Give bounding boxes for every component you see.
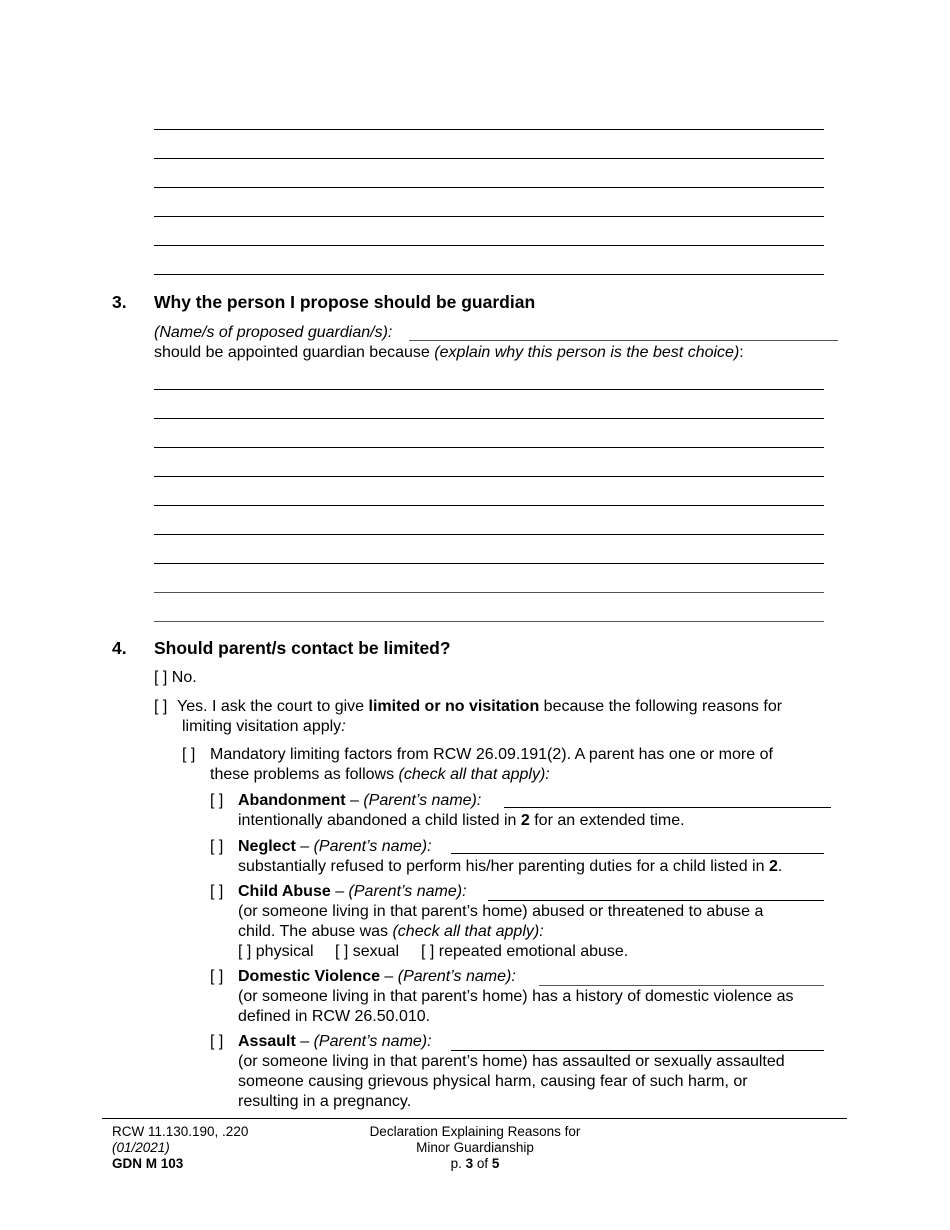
parent-name-prompt: (Parent’s name): [397,968,516,985]
footer-title-line2: Minor Guardianship [416,1140,534,1155]
yes-option-checkbox[interactable]: [ ] [154,698,168,715]
desc-bold: 2 [520,812,530,829]
assault-label: Assault [238,1033,296,1050]
abandonment-checkbox[interactable]: [ ] [210,792,224,809]
child-abuse-parent-name-field[interactable] [488,900,824,901]
neglect-parent-name-field[interactable] [451,853,824,854]
domestic-violence-checkbox[interactable]: [ ] [210,968,224,985]
page-of: of [473,1156,492,1171]
revision-date: (01/2021) [112,1140,170,1155]
footer-divider [102,1118,847,1119]
section-3-number: 3. [112,292,127,312]
assault-description-line2: someone causing grievous physical harm, causing fear of such harm, or [238,1073,748,1090]
yes-option-text [177,697,782,717]
proposed-guardian-row [154,323,392,343]
explanation-line[interactable] [154,563,824,564]
neglect-description [238,857,782,877]
page-total: 5 [491,1156,500,1171]
parent-name-prompt: (Parent’s name): [313,838,432,855]
parent-name-prompt: (Parent’s name): [348,883,467,900]
no-option-checkbox[interactable]: [ ] No. [154,669,197,686]
yes-text-line2: limiting visitation apply [182,718,342,735]
child-abuse-label-row [238,882,467,902]
colon: : [739,344,744,361]
yes-text: Yes. I ask the court to give [177,698,365,715]
section-4-heading: Should parent/s contact be limited? [154,638,451,658]
explain-prompt: (explain why this person is the best choice) [434,344,740,361]
check-all-prompt: (check all that apply): [398,766,550,783]
explanation-line[interactable] [154,505,824,506]
explanation-line[interactable] [154,418,824,419]
mandatory-line2: these problems as follows [210,766,395,783]
mandatory-factors-checkbox[interactable]: [ ] [182,746,196,763]
writing-line[interactable] [154,187,824,188]
abandonment-label: Abandonment [238,792,346,809]
desc-text: child. The abuse was [238,923,393,940]
form-id: GDN M 103 [112,1156,184,1171]
desc-text: intentionally abandoned a child listed in [238,812,521,829]
domestic-violence-parent-name-field[interactable] [539,985,824,986]
dash: – [345,792,364,809]
domestic-violence-description: (or someone living in that parent’s home) has a history of domestic violence as [238,988,794,1005]
child-abuse-label: Child Abuse [238,883,331,900]
abuse-emotional-checkbox[interactable]: [ ] repeated emotional abuse. [421,943,629,960]
explanation-line[interactable] [154,592,824,593]
writing-line[interactable] [154,129,824,130]
explanation-line[interactable] [154,621,824,622]
dash: – [295,1033,314,1050]
assault-parent-name-field[interactable] [451,1050,824,1051]
page-current: 3 [465,1156,474,1171]
explanation-line[interactable] [154,476,824,477]
assault-description-line3: resulting in a pregnancy. [238,1093,412,1110]
assault-description: (or someone living in that parent’s home) has assaulted or sexually assaulted [238,1053,785,1070]
dash: – [295,838,314,855]
domestic-violence-label-row [238,967,516,987]
proposed-guardian-prompt: (Name/s of proposed guardian/s): [154,324,393,341]
neglect-checkbox[interactable]: [ ] [210,838,224,855]
assault-checkbox[interactable]: [ ] [210,1033,224,1050]
writing-line[interactable] [154,245,824,246]
assault-label-row [238,1032,432,1052]
writing-line[interactable] [154,158,824,159]
writing-line[interactable] [154,274,824,275]
dash: – [330,883,349,900]
yes-option-text-line2 [182,717,346,737]
abandonment-label-row [238,791,481,811]
writing-line[interactable] [154,216,824,217]
abuse-sexual-checkbox[interactable]: [ ] sexual [335,943,400,960]
yes-colon: : [341,718,346,735]
footer-page-number [300,1156,650,1172]
proposed-guardian-name-field[interactable] [409,340,838,341]
appointed-text: should be appointed guardian because [154,344,430,361]
section-4-number: 4. [112,638,127,658]
parent-name-prompt: (Parent’s name): [363,792,482,809]
domestic-violence-description-line2: defined in RCW 26.50.010. [238,1008,431,1025]
appointed-because-line [154,343,744,363]
check-all-prompt: (check all that apply): [392,923,544,940]
explanation-line[interactable] [154,534,824,535]
child-abuse-checkbox[interactable]: [ ] [210,883,224,900]
abuse-physical-checkbox[interactable]: [ ] physical [238,943,314,960]
yes-bold-text: limited or no visitation [368,698,540,715]
mandatory-factors-text: Mandatory limiting factors from RCW 26.09.191(2). A parent has one or more of [210,746,773,763]
explanation-line[interactable] [154,389,824,390]
parent-name-prompt: (Parent’s name): [313,1033,432,1050]
yes-text-continued: because the following reasons for [543,698,783,715]
footer-title-line1: Declaration Explaining Reasons for [369,1124,581,1139]
neglect-label: Neglect [238,838,296,855]
child-abuse-description-line2 [238,922,544,942]
footer-revision [112,1140,170,1156]
neglect-label-row [238,837,432,857]
desc-text: for an extended time. [529,812,685,829]
child-abuse-description: (or someone living in that parent’s home) abused or threatened to abuse a [238,903,764,920]
desc-text: . [777,858,783,875]
abandonment-parent-name-field[interactable] [504,807,831,808]
page-prefix: p. [450,1156,466,1171]
desc-bold: 2 [768,858,778,875]
dash: – [379,968,398,985]
explanation-line[interactable] [154,447,824,448]
section-3-heading: Why the person I propose should be guardian [154,292,536,312]
footer-statute: RCW 11.130.190, .220 [112,1124,249,1139]
mandatory-factors-text-line2 [210,765,550,785]
footer-form-id [112,1156,183,1172]
desc-text: substantially refused to perform his/her parenting duties for a child listed in [238,858,769,875]
domestic-violence-label: Domestic Violence [238,968,380,985]
abandonment-description [238,811,685,831]
